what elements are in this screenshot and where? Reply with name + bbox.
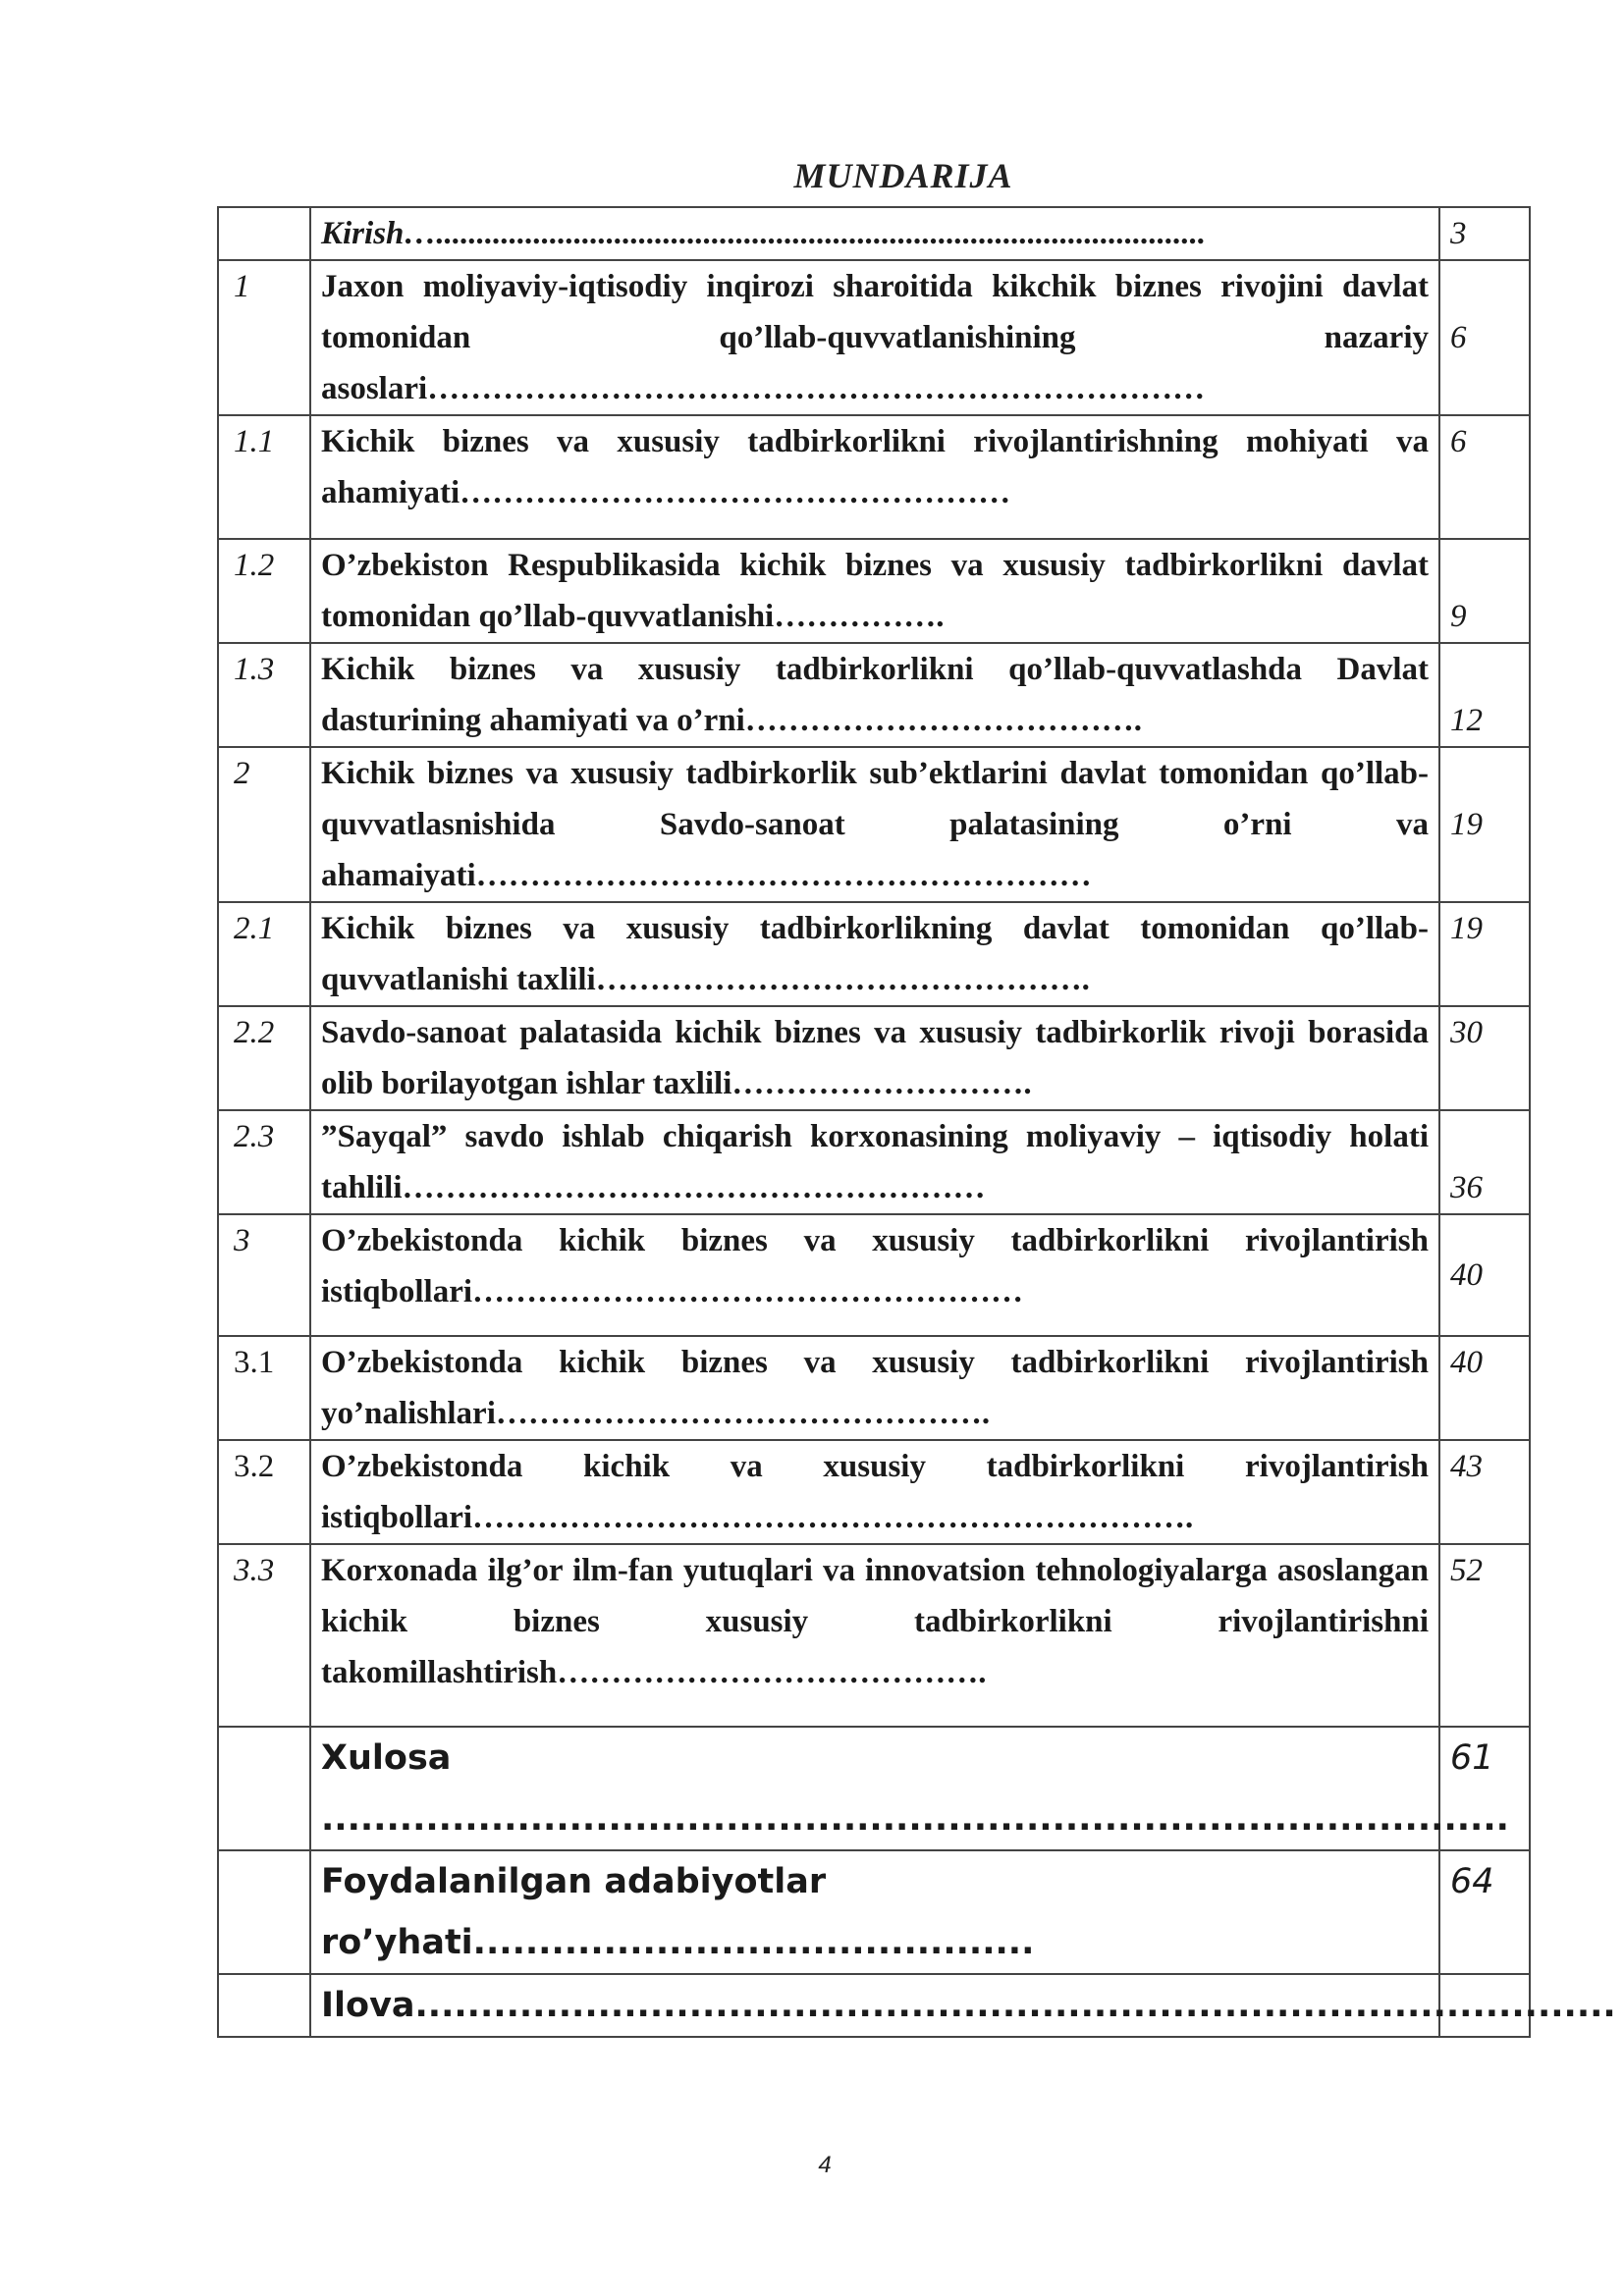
toc-row-page: 6: [1439, 260, 1530, 415]
toc-row-title: Foydalanilgan adabiyotlar ro’yhati...........................................: [310, 1850, 1439, 1974]
toc-row-number: 3.2: [218, 1440, 310, 1544]
toc-row-number: [218, 1974, 310, 2037]
toc-row-page: 3: [1439, 207, 1530, 260]
toc-row-2-2[interactable]: [218, 1006, 1530, 1110]
toc-row-3-2[interactable]: [218, 1440, 1530, 1544]
toc-row-adabiyotlar[interactable]: [218, 1850, 1530, 1974]
toc-row-page: 40: [1439, 1214, 1530, 1336]
toc-row-ilova[interactable]: [218, 1974, 1530, 2037]
toc-row-title: Kirish…...............................................................................................: [310, 207, 1439, 260]
toc-row-number: 3.3: [218, 1544, 310, 1727]
toc-row-1-1[interactable]: [218, 415, 1530, 539]
toc-row-number: 2.2: [218, 1006, 310, 1110]
toc-row-number: [218, 1727, 310, 1850]
toc-row-2[interactable]: [218, 747, 1530, 902]
toc-row-page: 19: [1439, 747, 1530, 902]
toc-row-number: 1.2: [218, 539, 310, 643]
toc-row-3-3[interactable]: [218, 1544, 1530, 1727]
toc-row-number: [218, 207, 310, 260]
toc-row-number: 1.3: [218, 643, 310, 747]
toc-row-page: 30: [1439, 1006, 1530, 1110]
toc-row-page: 36: [1439, 1110, 1530, 1214]
toc-row-title: Kichik biznes va xususiy tadbirkorlikni rivojlantirishning mohiyati va ahamiyati……………………………………………: [310, 415, 1439, 539]
toc-row-number: 3.1: [218, 1336, 310, 1440]
toc-row-number: [218, 1850, 310, 1974]
toc-row-title: Kichik biznes va xususiy tadbirkorlikning davlat tomonidan qo’llab-quvvatlanishi taxlili……………………………………….: [310, 902, 1439, 1006]
toc-row-kirish[interactable]: [218, 207, 1530, 260]
toc-row-number: 2: [218, 747, 310, 902]
toc-row-title: ”Sayqal” savdo ishlab chiqarish korxonasining moliyaviy – iqtisodiy holati tahlili………………………………………………: [310, 1110, 1439, 1214]
toc-row-page: 61: [1439, 1727, 1530, 1850]
toc-row-title: O’zbekistonda kichik biznes va xususiy tadbirkorlikni rivojlantirish yo’nalishlari……………………………………….: [310, 1336, 1439, 1440]
toc-row-title: Jaxon moliyaviy-iqtisodiy inqirozi sharoitida kikchik biznes rivojini davlat tomonidan qo’llab-quvvatlanishining nazariy asoslari………………………………………………………………: [310, 260, 1439, 415]
toc-row-3[interactable]: [218, 1214, 1530, 1336]
toc-row-number: 2.3: [218, 1110, 310, 1214]
toc-row-2-1[interactable]: [218, 902, 1530, 1006]
toc-row-xulosa[interactable]: [218, 1727, 1530, 1850]
toc-row-page: 12: [1439, 643, 1530, 747]
toc-row-number: 3: [218, 1214, 310, 1336]
toc-row-2-3[interactable]: [218, 1110, 1530, 1214]
toc-row-page: 64: [1439, 1850, 1530, 1974]
toc-row-title: Xulosa ...........................................................................................: [310, 1727, 1439, 1850]
toc-row-page: 19: [1439, 902, 1530, 1006]
toc-row-page: 40: [1439, 1336, 1530, 1440]
toc-row-title: Kichik biznes va xususiy tadbirkorlik sub’ektlarini davlat tomonidan qo’llab-quvvatlasnishida Savdo-sanoat palatasining o’rni va ahamaiyati…………………………………………………: [310, 747, 1439, 902]
toc-row-number: 2.1: [218, 902, 310, 1006]
toc-row-title: Korxonada ilg’or ilm-fan yutuqlari va innovatsion tehnologiyalarga asoslangan kichik biznes xususiy tadbirkorlikni rivojlantirishni takomillashtirish………………………………….: [310, 1544, 1439, 1727]
toc-row-1[interactable]: [218, 260, 1530, 415]
toc-row-number: 1.1: [218, 415, 310, 539]
toc-row-page: 43: [1439, 1440, 1530, 1544]
toc-row-title: Savdo-sanoat palatasida kichik biznes va xususiy tadbirkorlik rivoji borasida olib borilayotgan ishlar taxlili……………………….: [310, 1006, 1439, 1110]
toc-row-3-1[interactable]: [218, 1336, 1530, 1440]
table-of-contents: [217, 206, 1616, 2038]
toc-row-title: O’zbekistonda kichik va xususiy tadbirkorlikni rivojlantirish istiqbollari………………………………………………………….: [310, 1440, 1439, 1544]
toc-row-number: 1: [218, 260, 310, 415]
toc-row-1-3[interactable]: [218, 643, 1530, 747]
toc-row-1-2[interactable]: [218, 539, 1530, 643]
toc-row-page: 52: [1439, 1544, 1530, 1727]
toc-row-title: Kichik biznes va xususiy tadbirkorlikni qo’llab-quvvatlashda Davlat dasturining ahamiyati va o’rni……………………………….: [310, 643, 1439, 747]
toc-row-page: 6: [1439, 415, 1530, 539]
toc-row-title: O’zbekistonda kichik biznes va xususiy tadbirkorlikni rivojlantirish istiqbollari……………………………………………: [310, 1214, 1439, 1336]
toc-row-title: Ilova............................................................................................: [310, 1974, 1439, 2037]
toc-row-page: 9: [1439, 539, 1530, 643]
page-number: 4: [818, 2152, 832, 2178]
toc-row-title: O’zbekiston Respublikasida kichik biznes va xususiy tadbirkorlikni davlat tomonidan qo’llab-quvvatlanishi…………….: [310, 539, 1439, 643]
page-title: MUNDARIJA: [793, 156, 1013, 195]
